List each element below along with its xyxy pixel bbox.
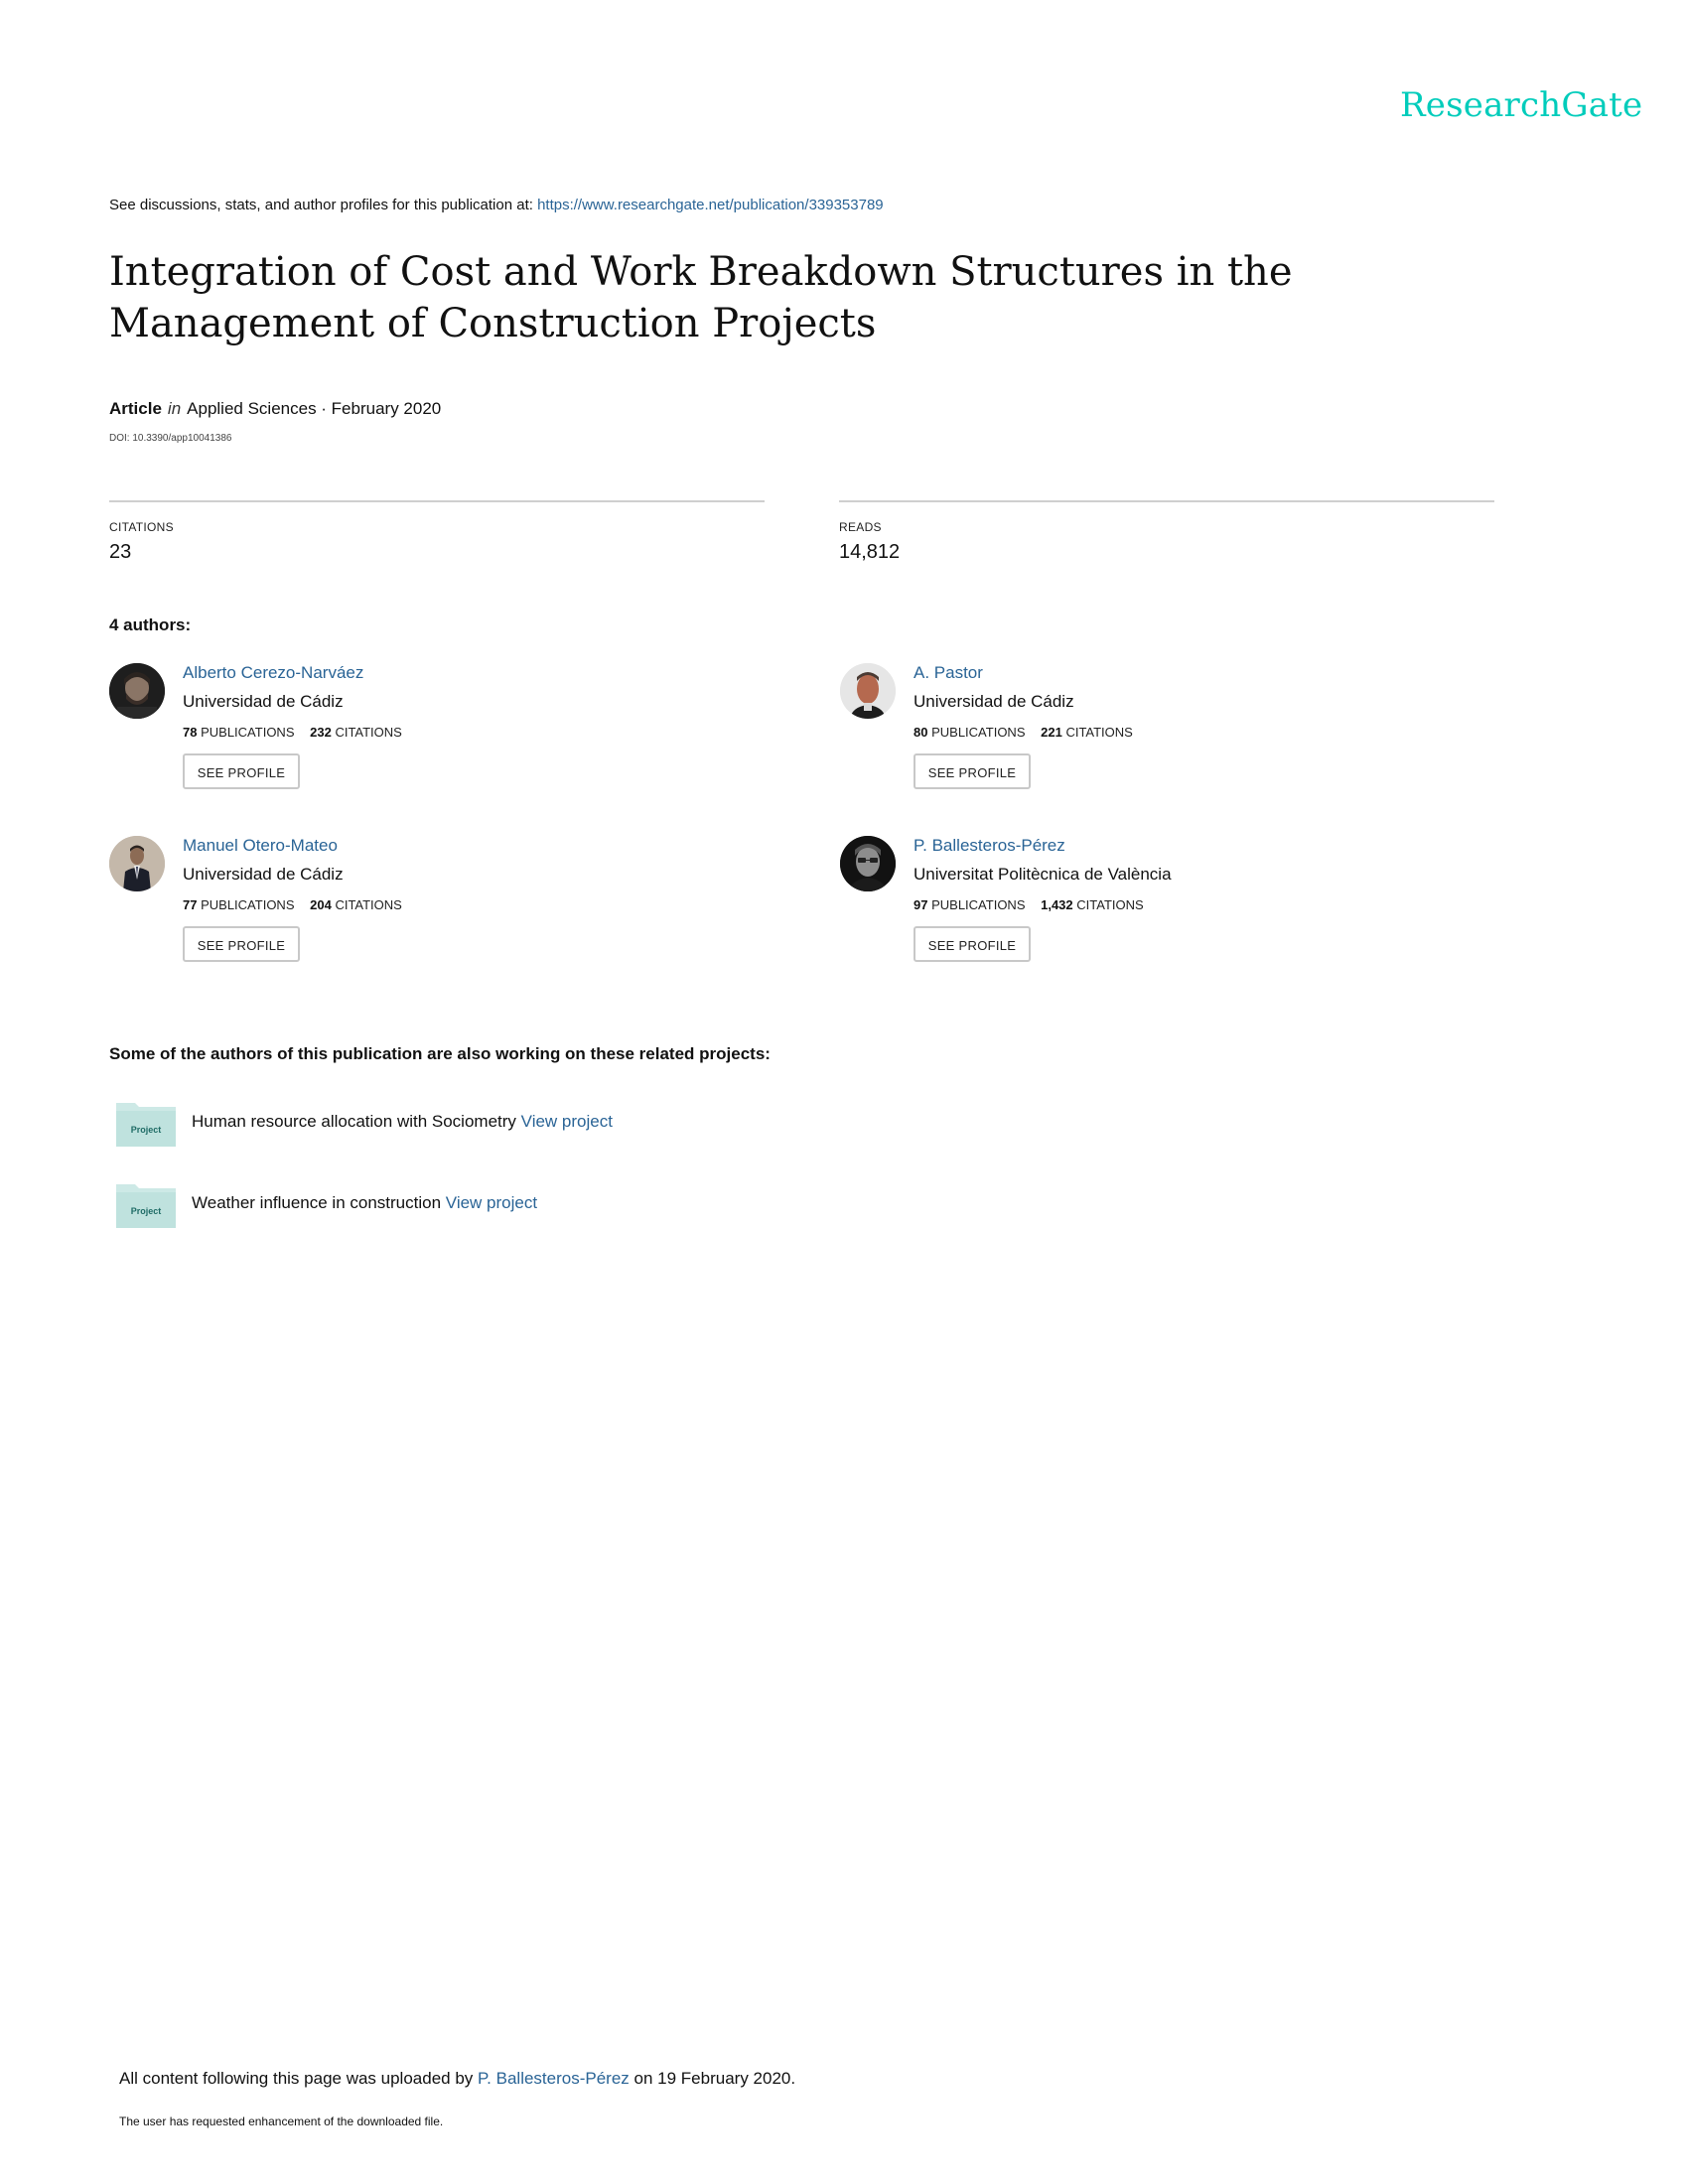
upload-notice [119,2069,795,2089]
publications-label: PUBLICATIONS [931,725,1026,740]
see-profile-button[interactable]: SEE PROFILE [914,926,1031,962]
author-name-link[interactable]: A. Pastor [914,663,983,682]
publication-title: Integration of Cost and Work Breakdown Structures in the Management of Construction Projects [109,249,1293,346]
author-citations-count: 232 [310,725,332,740]
author-stats [914,725,1133,740]
citations-count: 23 [109,541,132,563]
project-badge-label: Project [130,1125,162,1135]
author-institution: Universidad de Cádiz [183,692,344,711]
journal-and-date[interactable]: Applied Sciences · February 2020 [187,399,442,418]
project-item [115,1100,1009,1148]
project-description [192,1112,613,1132]
author-citations-label: CITATIONS [335,725,402,740]
author-institution: Universidad de Cádiz [914,692,1074,711]
author-name-link[interactable]: Alberto Cerezo-Narváez [183,663,364,682]
publications-label: PUBLICATIONS [201,897,295,912]
author-citations-count: 1,432 [1041,897,1073,912]
publication-type: Article [109,399,162,418]
intro-text: See discussions, stats, and author profiles for this publication at: [109,197,533,213]
author-avatar[interactable] [109,663,165,719]
author-citations-count: 204 [310,897,332,912]
author-citations-label: CITATIONS [335,897,402,912]
citations-divider [109,500,765,502]
publications-count: 78 [183,725,198,740]
author-stats [914,897,1144,912]
author-name-link[interactable]: Manuel Otero-Mateo [183,836,338,855]
enhancement-note: The user has requested enhancement of the downloaded file. [119,2115,444,2128]
author-avatar[interactable] [840,836,896,891]
author-citations-label: CITATIONS [1076,897,1144,912]
publication-url-link[interactable]: https://www.researchgate.net/publication/339353789 [537,197,884,213]
author-citations-count: 221 [1041,725,1062,740]
project-folder-icon [115,1181,177,1229]
project-folder-icon [115,1100,177,1148]
author-institution: Universidad de Cádiz [183,865,344,884]
in-word: in [167,399,182,418]
project-title: Human resource allocation with Sociometry [192,1112,516,1131]
author-institution: Universitat Politècnica de València [914,865,1172,884]
publication-meta [109,399,441,419]
author-card [840,663,1515,812]
upload-prefix: All content following this page was uploaded by [119,2069,474,2088]
project-description [192,1193,537,1213]
author-avatar[interactable] [840,663,896,719]
view-project-link[interactable]: View project [445,1193,538,1212]
view-project-link[interactable]: View project [520,1112,613,1131]
reads-label: READS [839,520,882,534]
reads-divider [839,500,1494,502]
related-projects-heading: Some of the authors of this publication are also working on these related projects: [109,1044,771,1063]
publications-count: 80 [914,725,928,740]
author-card [109,836,784,985]
citations-label: CITATIONS [109,520,174,534]
intro-line [109,197,884,213]
authors-count: 4 authors: [109,615,192,634]
uploader-link[interactable]: P. Ballesteros-Pérez [478,2069,630,2088]
publications-count: 77 [183,897,198,912]
see-profile-button[interactable]: SEE PROFILE [183,753,300,789]
publications-label: PUBLICATIONS [201,725,295,740]
author-stats [183,725,402,740]
author-citations-label: CITATIONS [1065,725,1133,740]
author-avatar[interactable] [109,836,165,891]
author-card [840,836,1515,985]
project-title: Weather influence in construction [192,1193,442,1212]
upload-suffix: on 19 February 2020. [633,2069,796,2088]
publications-label: PUBLICATIONS [931,897,1026,912]
author-card [109,663,784,812]
see-profile-button[interactable]: SEE PROFILE [914,753,1031,789]
project-badge-label: Project [130,1206,162,1216]
author-stats [183,897,402,912]
reads-count: 14,812 [839,541,901,563]
author-name-link[interactable]: P. Ballesteros-Pérez [914,836,1065,855]
publications-count: 97 [914,897,928,912]
doi: DOI: 10.3390/app10041386 [109,433,232,444]
researchgate-logo[interactable]: ResearchGate [1400,85,1643,125]
see-profile-button[interactable]: SEE PROFILE [183,926,300,962]
project-item [115,1181,1009,1229]
